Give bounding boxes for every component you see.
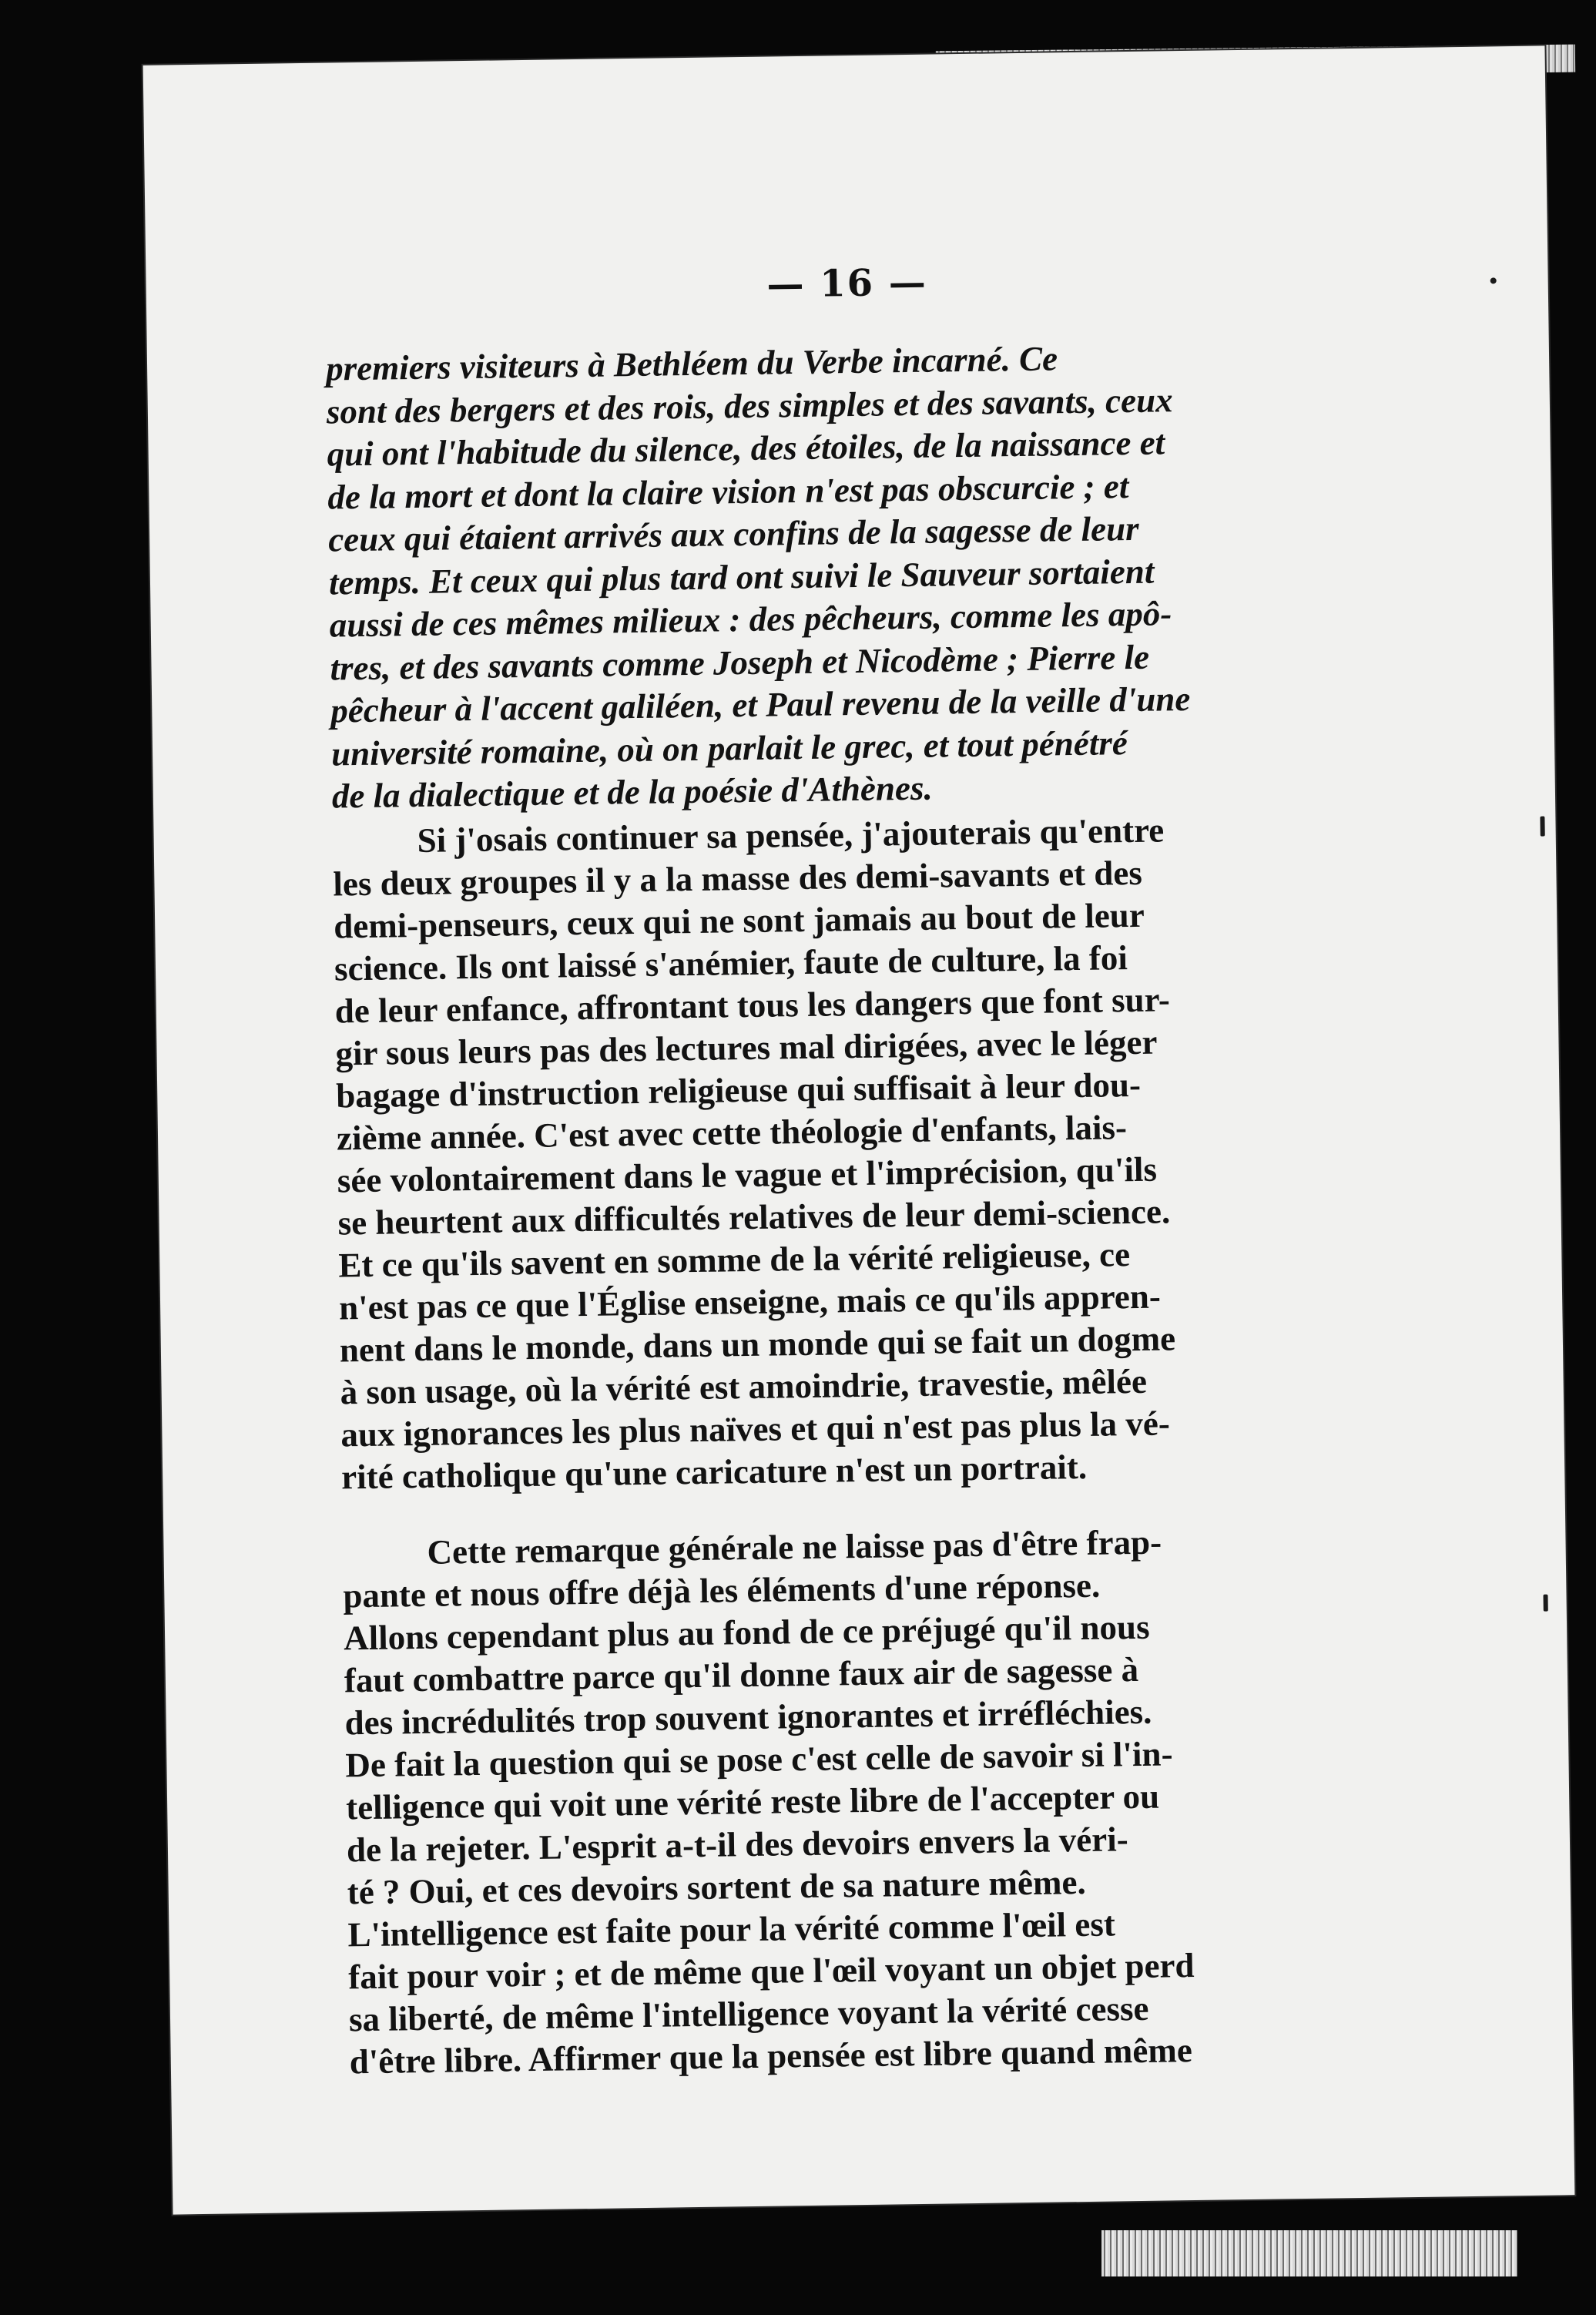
text-line: de la dialectique et de la poésie d'Athènes. — [331, 768, 934, 816]
text-line: gir sous leurs pas des lectures mal dirigées, avec le léger — [335, 1022, 1158, 1073]
text-line: sa liberté, de même l'intelligence voyant la vérité cesse — [348, 1988, 1149, 2039]
text-line: faut combattre parce qu'il donne faux air de sagesse à — [344, 1650, 1139, 1700]
text-line: sée volontairement dans le vague et l'imprécision, qu'ils — [337, 1149, 1158, 1200]
text-line: té ? Oui, et ces devoirs sortent de sa nature même. — [347, 1862, 1086, 1912]
text-line: fait pour voir ; et de même que l'œil voyant un objet perd — [347, 1946, 1195, 1997]
text-line: demi-penseurs, ceux qui ne sont jamais au bout de leur — [333, 895, 1145, 946]
text-line: aux ignorances les plus naïves et qui n'est pas plus la vé- — [340, 1404, 1171, 1454]
text-line: d'être libre. Affirmer que la pensée est libre quand même — [349, 2031, 1193, 2082]
italic-paragraph — [326, 333, 1410, 818]
text-line: qui ont l'habitude du silence, des étoiles, de la naissance et — [327, 423, 1165, 474]
text-line: pante et nous offre déjà les éléments d'une réponse. — [343, 1565, 1101, 1615]
text-line: De fait la question qui se pose c'est celle de savoir si l'in- — [345, 1734, 1173, 1785]
text-line: L'intelligence est faite pour la vérité comme l'œil est — [347, 1904, 1116, 1954]
text-line: les deux groupes il y a la masse des demi-savants et des — [333, 853, 1143, 904]
text-line: université romaine, où on parlait le grec, et tout pénétré — [330, 723, 1128, 773]
text-line: aussi de ces mêmes milieux : des pêcheurs, comme les apô- — [329, 594, 1172, 645]
scan-edge-bottom — [1101, 2230, 1517, 2276]
text-line: Si j'osais continuer sa pensée, j'ajouterais qu'entre — [417, 810, 1165, 860]
text-line: Et ce qu'ils savent en somme de la vérité religieuse, ce — [338, 1235, 1131, 1285]
text-line: n'est pas ce que l'Église enseigne, mais ce qu'ils appren- — [338, 1277, 1162, 1327]
text-line: rité catholique qu'une caricature n'est un portrait. — [340, 1447, 1088, 1497]
text-line: nent dans le monde, dans un monde qui se fait un dogme — [339, 1319, 1176, 1370]
text-line: Allons cependant plus au fond de ce préjugé qu'il nous — [343, 1607, 1150, 1658]
scan-speck — [1540, 817, 1544, 837]
text-line: Cette remarque générale ne laisse pas d'être frap- — [427, 1522, 1162, 1572]
text-line: sont des bergers et des rois, des simples et des savants, ceux — [326, 380, 1173, 431]
text-line: science. Ils ont laissé s'anémier, faute de culture, la foi — [334, 938, 1128, 988]
text-line: à son usage, où la vérité est amoindrie, travestie, mêlée — [340, 1361, 1148, 1412]
paragraph-1 — [332, 806, 1420, 1498]
text-line: telligence qui voit une vérité reste libre de l'accepter ou — [345, 1777, 1160, 1827]
text-line: de la rejeter. L'esprit a-t-il des devoirs envers la véri- — [346, 1820, 1128, 1870]
text-line: pêcheur à l'accent galiléen, et Paul revenu de la veille d'une — [330, 679, 1191, 730]
text-line: de la mort et dont la claire vision n'est pas obscurcie ; et — [327, 466, 1129, 517]
text-line: tres, et des savants comme Joseph et Nicodème ; Pierre le — [330, 637, 1150, 688]
scan-speck — [1544, 1595, 1548, 1612]
text-line: bagage d'instruction religieuse qui suffisait à leur dou- — [335, 1065, 1142, 1116]
text-line: premiers visiteurs à Bethléem du Verbe incarné. Ce — [325, 339, 1058, 388]
text-line: se heurtent aux difficultés relatives de leur demi-science. — [337, 1192, 1171, 1243]
text-line: zième année. C'est avec cette théologie d'enfants, lais- — [336, 1108, 1128, 1158]
scan-speck — [1490, 277, 1497, 284]
text-line: de leur enfance, affrontant tous les dangers que font sur- — [334, 980, 1171, 1031]
text-line: des incrédulités trop souvent ignorantes et irréfléchies. — [344, 1692, 1152, 1743]
paragraph-2 — [342, 1518, 1428, 2083]
page-number: — 16 — — [766, 260, 928, 307]
text-line: ceux qui étaient arrivés aux confins de la sagesse de leur — [327, 508, 1139, 559]
book-page — [143, 45, 1575, 2214]
text-line: temps. Et ceux qui plus tard ont suivi le Sauveur sortaient — [328, 552, 1155, 602]
